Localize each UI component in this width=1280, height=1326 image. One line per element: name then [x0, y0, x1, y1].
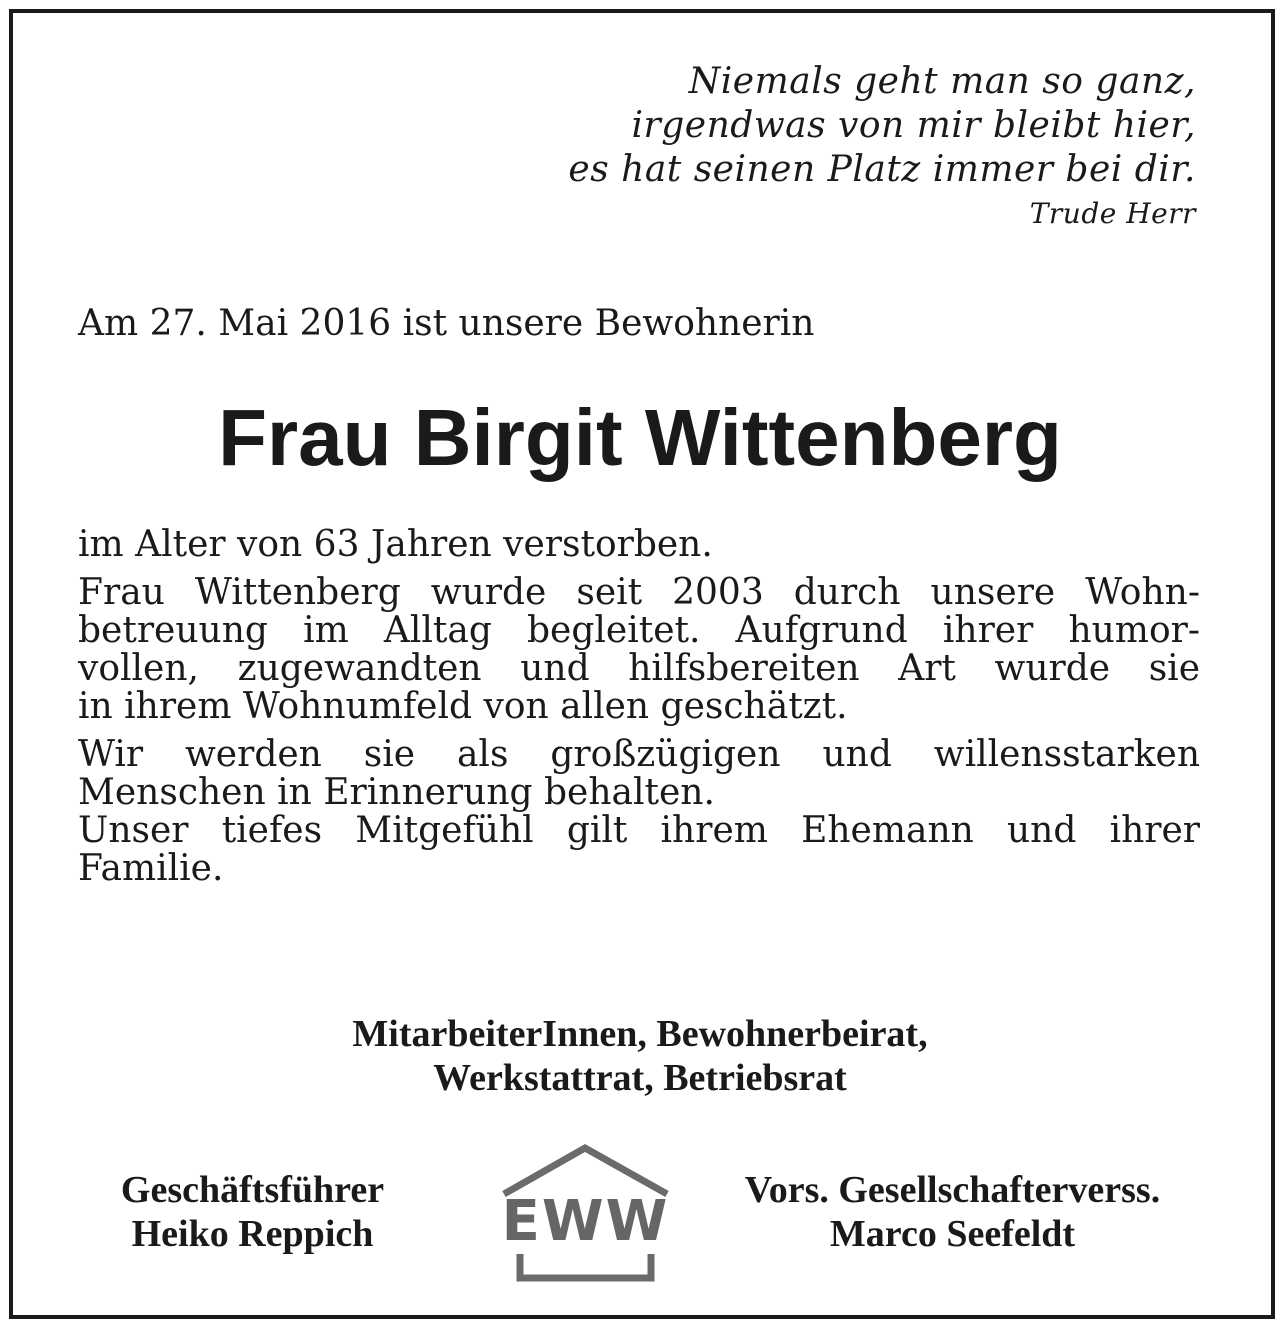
- quote-line-2: irgendwas von mir bleibt hier,: [631, 105, 1196, 146]
- paragraph-condolence: [78, 812, 1200, 888]
- memory-line-1: Wir werden sie als großzügigen und willensstarken: [78, 734, 1200, 775]
- right-signature: [700, 1168, 1205, 1256]
- paragraph-age: im Alter von 63 Jahren verstorben.: [78, 524, 713, 565]
- eww-logo: [498, 1142, 673, 1284]
- signers-line-1: MitarbeiterInnen, Bewohnerbeirat,: [352, 1013, 928, 1055]
- quote-line-1: Niemals geht man so ganz,: [688, 61, 1196, 102]
- bio-line-4: in ihrem Wohnumfeld von allen geschätzt.: [78, 686, 848, 727]
- signers-block: [0, 1012, 1280, 1100]
- body-text: [78, 526, 1200, 898]
- bio-line-2: betreuung im Alltag begleitet. Aufgrund ihrer humor-: [78, 610, 1200, 651]
- right-signature-name: Marco Seefeldt: [829, 1213, 1076, 1255]
- quote-author: Trude Herr: [1029, 197, 1196, 230]
- paragraph-biography: [78, 574, 1200, 726]
- memory-line-2: Menschen in Erinnerung behalten.: [78, 772, 715, 813]
- left-signature-role: Geschäftsführer: [120, 1169, 385, 1211]
- quote-block: [568, 60, 1196, 236]
- right-signature-role: Vors. Gesellschafterverss.: [744, 1169, 1161, 1211]
- left-signature: [60, 1168, 445, 1256]
- condolence-line-1: Unser tiefes Mitgefühl gilt ihrem Ehemann und ihrer: [78, 810, 1200, 851]
- bio-line-1: Frau Wittenberg wurde seit 2003 durch unsere Wohn-: [78, 572, 1200, 613]
- signers-line-2: Werkstattrat, Betriebsrat: [433, 1057, 847, 1099]
- bio-line-3: vollen, zugewandten und hilfsbereiten Art wurde sie: [78, 648, 1200, 689]
- condolence-line-2: Familie.: [78, 848, 224, 889]
- left-signature-name: Heiko Reppich: [131, 1213, 374, 1255]
- paragraph-memory: [78, 736, 1200, 812]
- quote-line-3: es hat seinen Platz immer bei dir.: [568, 149, 1196, 190]
- intro-text: Am 27. Mai 2016 ist unsere Bewohnerin: [78, 303, 815, 344]
- deceased-name: Frau Birgit Wittenberg: [218, 393, 1062, 482]
- logo-text: EWW: [501, 1189, 670, 1254]
